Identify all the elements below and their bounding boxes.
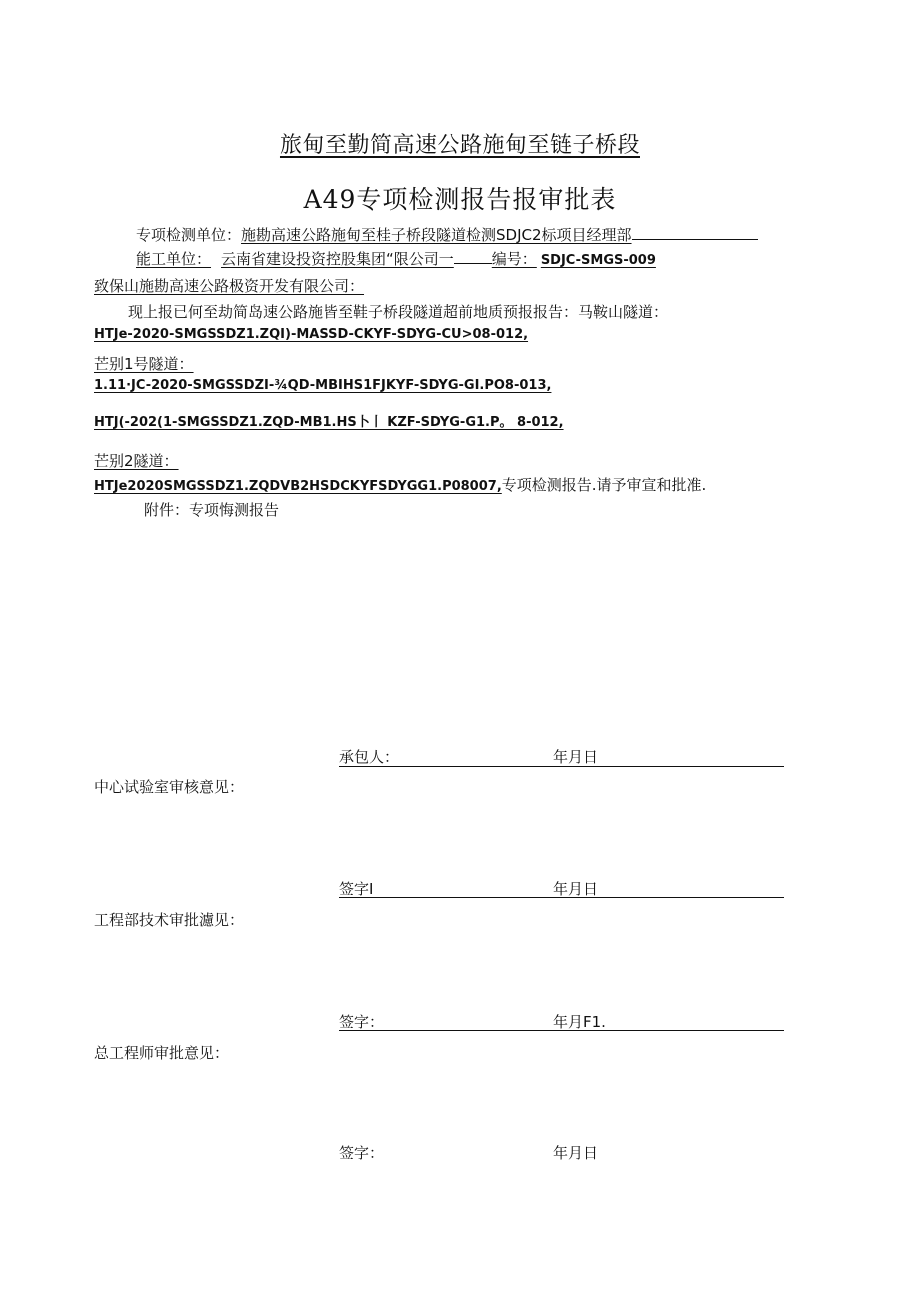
contractor-sign-date: 年月日 [553,748,599,766]
chief-sign-label: 签字： [339,1144,385,1162]
lab-sign-label: 签字I [339,880,374,898]
contractor-row [136,248,656,269]
contractor-blank [454,249,492,264]
report-code-4: HTJe2020SMGSSDZ1.ZQDVB2HSDCKYFSDYGG1.P08007, [94,479,502,494]
attachment-line: 附件：专项悔测报告 [144,501,280,519]
contractor-label: 能工单位： [136,250,212,268]
closing-text: 专项检测报告.请予审宣和批准. [501,476,707,494]
contractor-value: 云南省建设投资控股集团“限公司一 [221,250,454,268]
form-title: A49专项检测报告报审批表 [303,185,617,214]
chief-sign-date: 年月日 [553,1144,599,1162]
addressee: 致保山施勘高速公路极资开发有限公司： [94,277,365,295]
document-title: 旅甸至勤简高速公路施甸至链子桥段 [279,133,640,158]
inspection-unit-value: 施勘高速公路施甸至桂子桥段隧道检测SDJC2标项目经理部 [241,226,632,244]
lab-sign-date: 年月日 [553,880,599,898]
chief-engineer-opinion-label: 总工程师审批意见： [94,1044,230,1062]
lab-sign-line [339,897,784,898]
inspection-unit-blank [632,225,758,240]
report-code-4-row [94,474,706,495]
engineering-sign-date: 年月F1. [553,1013,606,1031]
report-code-3: HTJ(-202(1-SMGSSDZ1.ZQD-MB1.HS卜丨 KZF-SDYG-G1.P。 8-012, [94,415,564,430]
number-value: SDJC-SMGS-009 [540,253,656,268]
contractor-sign-label: 承包人： [339,748,400,766]
inspection-unit-label: 专项检测单位： [136,226,242,244]
engineering-opinion-label: 工程部技术审批濾见： [94,911,245,929]
report-code-1: HTJe-2020-SMGSSDZ1.ZQI)-MASSD-CKYF-SDYG-CU>08-012, [94,327,529,342]
report-code-2: 1.11·JC-2020-SMGSSDZI-¾QD-MBIHS1FJKYF-SDYG-GI.PO8-013, [94,378,552,393]
contractor-sign-line [339,766,784,767]
engineering-sign-label: 签字： [339,1013,385,1031]
engineering-sign-line [339,1030,784,1031]
lab-opinion-label: 中心试验室审核意见： [94,778,245,796]
number-label: 编号： [491,250,537,268]
tunnel-1-label: 芒别1号隧道： [94,355,194,373]
tunnel-2-label: 芒别2隧道： [94,452,179,470]
intro-text: 现上报已何至劫简岛速公路施皆至鞋子桥段隧道超前地质预报报告：马鞍山隧道： [128,303,669,321]
inspection-unit-row [136,224,758,245]
